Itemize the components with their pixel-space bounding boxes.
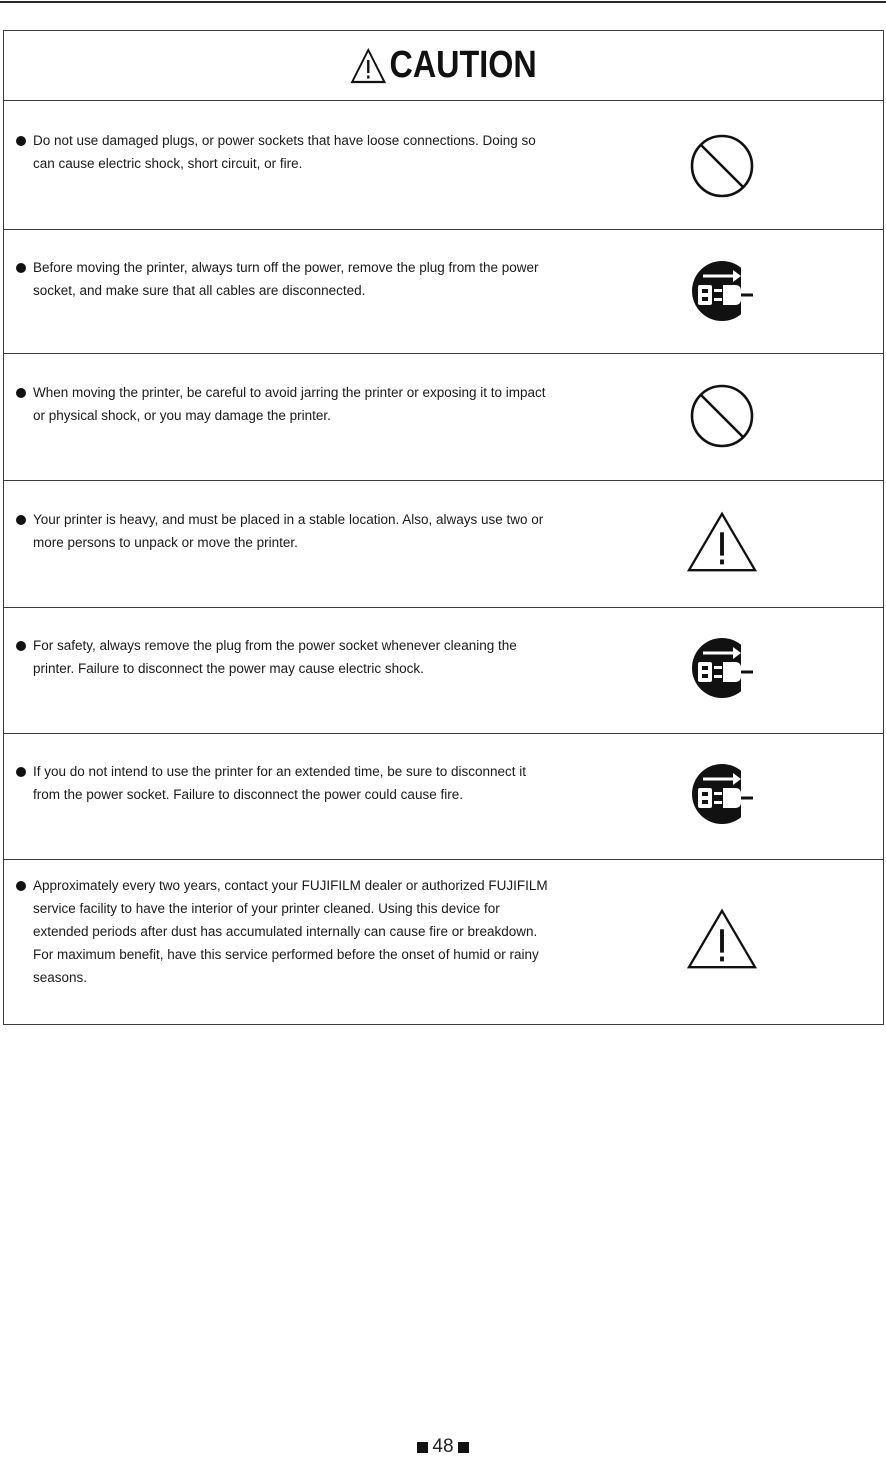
prohibition-icon	[687, 381, 757, 451]
bullet	[16, 881, 26, 891]
caution-item-3	[4, 354, 883, 481]
caution-item-6	[4, 734, 883, 860]
caution-item-text: For safety, always remove the plug from the power socket whenever cleaning the printer. Failure to disconnect the power may cause electric shock.	[33, 638, 517, 676]
warning-triangle-icon	[687, 507, 757, 577]
caution-item-5	[4, 608, 883, 734]
prohibition-icon	[687, 131, 757, 201]
bullet	[16, 767, 26, 777]
caution-item-text: Your printer is heavy, and must be placed in a stable location. Also, always use two or more persons to unpack or move the printer.	[33, 512, 544, 550]
caution-header	[4, 31, 883, 101]
caution-title-text: CAUTION	[389, 44, 537, 86]
warning-triangle-icon	[350, 48, 386, 84]
caution-item-1	[4, 101, 883, 230]
caution-item-text: Do not use damaged plugs, or power sockets that have loose connections. Doing so can cause electric shock, short circuit, or fire.	[33, 133, 536, 171]
page-number-text: 48	[432, 1436, 454, 1457]
caution-item-text: If you do not intend to use the printer for an extended time, be sure to disconnect it from the power socket. Failure to disconnect the power could cause fire.	[33, 764, 527, 802]
square-bullet-icon	[417, 1442, 428, 1453]
caution-item-text: Approximately every two years, contact your FUJIFILM dealer or authorized FUJIFILM service facility to have the interior of your printer cleaned. Using this device for extended periods after dust has accumulated internally can cause fire or breakdown. For maximum benefit, have this service performed before the onset of humid or rainy seasons.	[33, 878, 548, 985]
bullet	[16, 136, 26, 146]
caution-item-4	[4, 481, 883, 608]
unplug-icon	[687, 633, 757, 703]
top-rule	[0, 1, 886, 3]
page-number	[0, 1436, 886, 1458]
bullet	[16, 641, 26, 651]
caution-item-7	[4, 860, 883, 1026]
caution-title	[350, 44, 536, 87]
warning-triangle-icon	[687, 904, 757, 974]
caution-box	[3, 30, 884, 1025]
bullet	[16, 388, 26, 398]
caution-item-text: Before moving the printer, always turn off the power, remove the plug from the power socket, and make sure that all cables are disconnected.	[33, 260, 539, 298]
caution-item-2	[4, 230, 883, 354]
square-bullet-icon	[458, 1442, 469, 1453]
bullet	[16, 515, 26, 525]
caution-item-text: When moving the printer, be careful to avoid jarring the printer or exposing it to impact or physical shock, or you may damage the printer.	[33, 385, 546, 423]
unplug-icon	[687, 256, 757, 326]
bullet	[16, 263, 26, 273]
unplug-icon	[687, 759, 757, 829]
